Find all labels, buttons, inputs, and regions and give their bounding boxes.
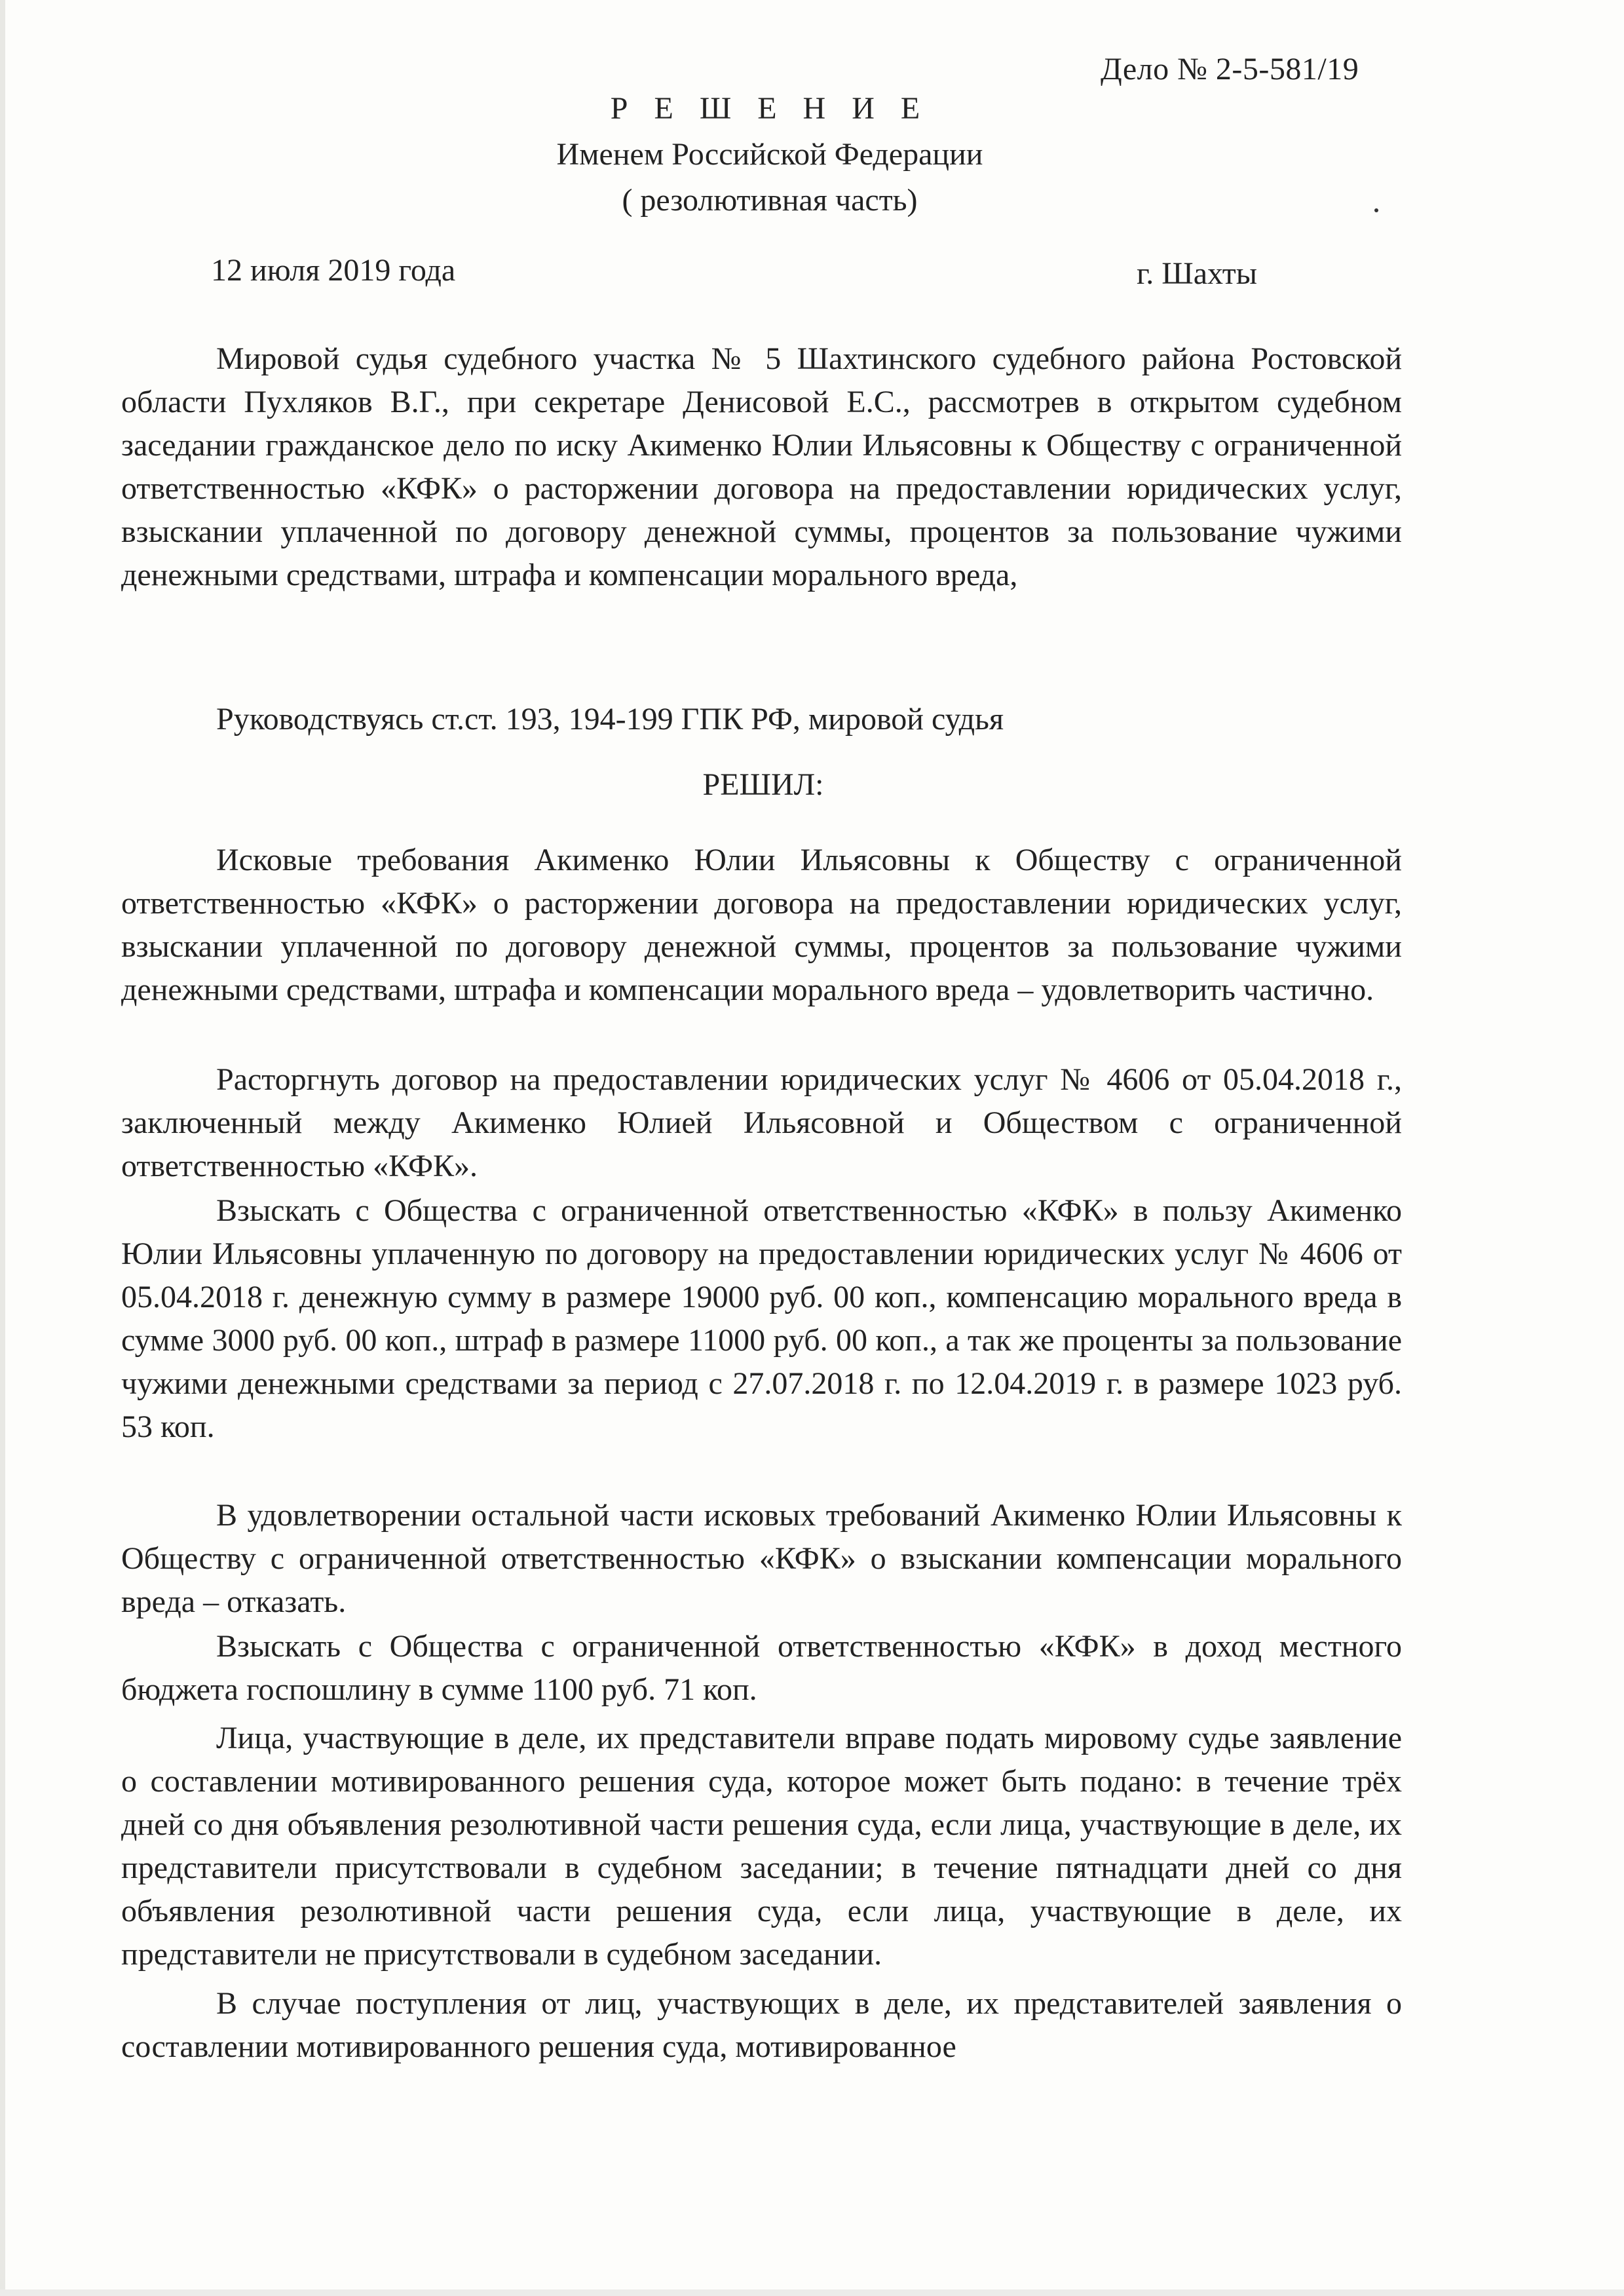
paragraph-text: Руководствуясь ст.ст. 193, 194-199 ГПК РФ, мировой судья [216,702,1004,737]
case-number: Дело № 2-5-581/19 [1101,52,1359,86]
paragraph-text: В случае поступления от лиц, участвующих в деле, их представителей заявления о составлении мотивированного решения суда, мотивированное [121,1986,1402,2064]
case-of-paragraph [121,1982,1402,2069]
claims-paragraph [121,839,1402,1012]
paragraph-text: Расторгнуть договор на предоставлении юридических услуг № 4606 от 05.04.2018 г., заключенный между Акименко Юлией Ильясовной и Обществом с ограниченной ответственностью «КФК». [121,1062,1402,1183]
ink-dot [1374,208,1378,212]
duty-paragraph [121,1625,1402,1712]
paragraph-text: Лица, участвующие в деле, их представители вправе подать мировому судье заявление о составлении мотивированного решения суда, которое может быть подано: в течение трёх дней со дня объявления резолютивной части решения суда, если лица, участвующие в деле, их представители присутствовали в судебном заседании; в течение пятнадцати дней со дня объявления резолютивной части решения суда, если лица, участвующие в деле, их представители не присутствовали в судебном заседании. [121,1721,1402,1972]
paragraph-text: Мировой судья судебного участка № 5 Шахтинского судебного района Ростовской области Пухляков В.Г., при секретаре Денисовой Е.С., рассмотрев в открытом судебном заседании гражданское дело по иску Акименко Юлии Ильясовны к Обществу с ограниченной ответственностью «КФК» о расторжении договора на предоставлении юридических услуг, взыскании уплаченной по договору денежной суммы, процентов за пользование чужими денежными средствами, штрафа и компенсации морального вреда, [121,341,1402,592]
paragraph-text: Взыскать с Общества с ограниченной ответственностью «КФК» в пользу Акименко Юлии Ильясовны уплаченную по договору на предоставлении юридических услуг № 4606 от 05.04.2018 г. денежную сумму в размере 19000 руб. 00 коп., компенсацию морального вреда в сумме 3000 руб. 00 коп., штраф в размере 11000 руб. 00 коп., а так же проценты за пользование чужими денежными средствами за период с 27.07.2018 г. по 12.04.2019 г. в размере 1023 руб. 53 коп. [121,1193,1402,1444]
paragraph-text: Исковые требования Акименко Юлии Ильясовны к Обществу с ограниченной ответственностью «КФК» о расторжении договора на предоставлении юридических услуг, взыскании уплаченной по договору денежной суммы, процентов за пользование чужими денежными средствами, штрафа и компенсации морального вреда – удовлетворить частично. [121,843,1402,1007]
document-subtitle-part: ( резолютивная часть) [622,183,918,218]
paragraph-text: Взыскать с Общества с ограниченной ответственностью «КФК» в доход местного бюджета госпошлину в сумме 1100 руб. 71 коп. [121,1629,1402,1707]
terminate-paragraph [121,1058,1402,1188]
scan-edge-bottom [0,2289,1624,2296]
guided-paragraph [121,698,1402,741]
decided-heading: РЕШИЛ: [702,767,824,802]
scan-edge-left [0,0,5,2296]
document-subtitle: Именем Российской Федерации [556,137,983,172]
intro-paragraph [121,337,1402,597]
decision-date: 12 июля 2019 года [211,253,456,288]
rights-paragraph [121,1717,1402,1976]
document-title: Р Е Ш Е Н И Е [610,91,930,126]
paragraph-text: В удовлетворении остальной части исковых требований Акименко Юлии Ильясовны к Обществу с ограниченной ответственностью «КФК» о взыскании компенсации морального вреда – отказать. [121,1498,1402,1619]
deny-paragraph [121,1494,1402,1624]
recover-paragraph [121,1189,1402,1449]
decision-city: г. Шахты [1137,256,1258,291]
